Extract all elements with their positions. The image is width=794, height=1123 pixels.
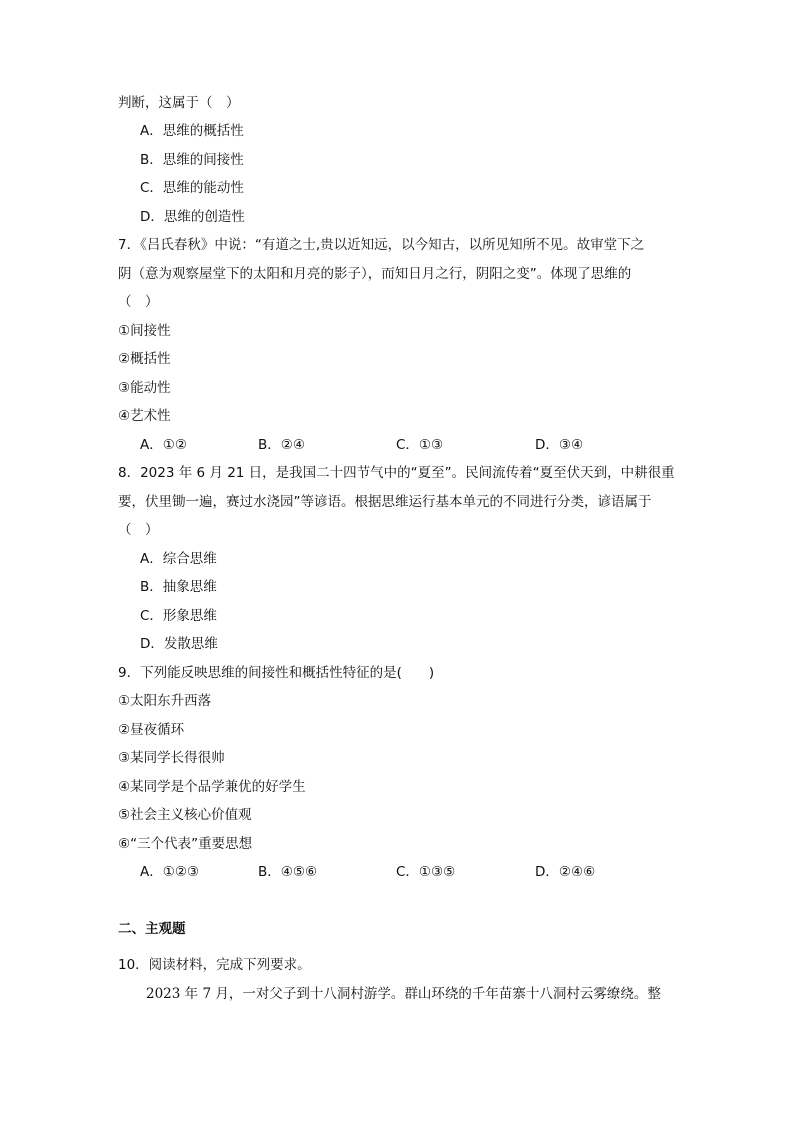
q7-option-b: B．②④ <box>258 437 305 453</box>
q9-item-2: ②昼夜循环 <box>118 722 185 738</box>
q9-item-3: ③某同学长得很帅 <box>118 750 225 766</box>
q7-option-c: C．①③ <box>396 437 444 453</box>
q9-option-a: A．①②③ <box>140 864 200 880</box>
q6-option-d: D．思维的创造性 <box>140 209 245 225</box>
q6-option-b: B．思维的间接性 <box>140 152 244 168</box>
q9-stem: 9．下列能反映思维的间接性和概括性特征的是( ) <box>118 665 435 681</box>
q9-item-4: ④某同学是个品学兼优的好学生 <box>118 779 306 795</box>
section-title: 二、主观题 <box>118 921 186 937</box>
q7-item-3: ③能动性 <box>118 380 171 396</box>
q8-stem-line-3: （ ） <box>118 522 159 538</box>
q9-option-c: C．①③⑤ <box>396 864 456 880</box>
q8-option-a: A．综合思维 <box>140 551 217 567</box>
q9-item-1: ①太阳东升西落 <box>118 693 212 709</box>
q10-stem: 10．阅读材料，完成下列要求。 <box>118 957 311 973</box>
q8-stem-line-1: 8．2023 年 6 月 21 日，是我国二十四节气中的“夏至”。民间流传着“夏至伏天到，中耕很重 <box>118 465 675 481</box>
q7-option-a: A．①② <box>140 437 187 453</box>
q9-item-6: ⑥“三个代表”重要思想 <box>118 836 253 852</box>
q10-material-line: 2023 年 7 月，一对父子到十八洞村游学。群山环绕的千年苗寨十八洞村云雾缭绕。整 <box>146 986 661 1002</box>
q9-option-b: B．④⑤⑥ <box>258 864 318 880</box>
q9-options <box>140 863 700 881</box>
q6-option-c: C．思维的能动性 <box>140 180 244 196</box>
q6-option-a: A．思维的概括性 <box>140 123 244 139</box>
q8-option-b: B．抽象思维 <box>140 579 217 595</box>
q8-option-d: D．发散思维 <box>140 636 218 652</box>
q6-stem-end: 判断，这属于（ ） <box>118 95 240 111</box>
q7-stem-line-2: 阴（意为观察屋堂下的太阳和月亮的影子），而知日月之行，阴阳之变”。体现了思维的 <box>118 266 632 282</box>
q7-options <box>140 436 700 454</box>
q8-option-c: C．形象思维 <box>140 608 217 624</box>
q7-stem-line-1: 7．《吕氏春秋》中说：“有道之士,贵以近知远，以今知古，以所见知所不见。故审堂下之 <box>118 237 645 253</box>
q7-item-2: ②概括性 <box>118 351 171 367</box>
q8-stem-line-2: 要，伏里锄一遍，赛过水浇园”等谚语。根据思维运行基本单元的不同进行分类，谚语属于 <box>118 494 652 510</box>
q9-option-d: D．②④⑥ <box>535 864 596 880</box>
q7-stem-line-3: （ ） <box>118 294 159 310</box>
q7-item-1: ①间接性 <box>118 323 171 339</box>
q7-option-d: D．③④ <box>535 437 584 453</box>
q9-item-5: ⑤社会主义核心价值观 <box>118 807 252 823</box>
q7-item-4: ④艺术性 <box>118 408 171 424</box>
